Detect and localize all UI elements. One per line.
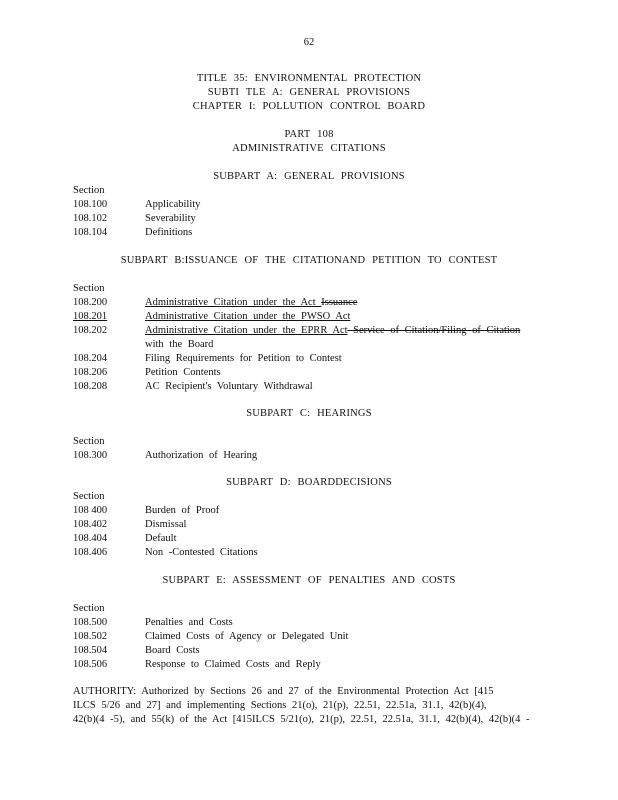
section-title: Non -Contested Citations: [145, 547, 258, 558]
section-title: Response to Claimed Costs and Reply: [145, 659, 321, 670]
section-title: Dismissal: [145, 519, 187, 530]
section-label: Section: [73, 283, 105, 294]
subpart-e-heading: SUBPART E: ASSESSMENT OF PENALTIES AND COSTS: [162, 575, 456, 586]
authority-line: 42(b)(4 -5), and 55(k) of the Act [415ILCS 5/21(o), 21(p), 22.51, 22.51a, 31.1, 42(b)(4), 42(b)(4 -: [73, 714, 530, 725]
section-title: Petition Contents: [145, 367, 221, 378]
section-label: Section: [73, 436, 105, 447]
section-title: Default: [145, 533, 177, 544]
section-title-continuation: with the Board: [145, 339, 214, 350]
section-label: Section: [73, 603, 105, 614]
section-number: 108.202: [73, 325, 108, 336]
section-number: 108.402: [73, 519, 108, 530]
part-number: PART 108: [284, 129, 334, 140]
section-number: 108.102: [73, 213, 108, 224]
section-title: AC Recipient's Voluntary Withdrawal: [145, 381, 313, 392]
section-number: 108.404: [73, 533, 108, 544]
section-number: 108.406: [73, 547, 108, 558]
section-number: 108.506: [73, 659, 108, 670]
subpart-a-heading: SUBPART A: GENERAL PROVISIONS: [213, 171, 405, 182]
section-number: 108.206: [73, 367, 108, 378]
section-number: 108.500: [73, 617, 108, 628]
section-number: 108 400: [73, 505, 108, 516]
deleted-text: Issuance: [321, 297, 358, 308]
subpart-d-heading: SUBPART D: BOARDDECISIONS: [226, 477, 392, 488]
section-title: [145, 324, 520, 338]
section-title: Administrative Citation under the PWSO Act: [145, 311, 351, 322]
section-title: Applicability: [145, 199, 201, 210]
section-title: [145, 296, 357, 310]
section-number: 108.104: [73, 227, 108, 238]
subpart-c-heading: SUBPART C: HEARINGS: [246, 408, 372, 419]
chapter-heading: CHAPTER I: POLLUTION CONTROL BOARD: [192, 101, 426, 112]
section-title: Burden of Proof: [145, 505, 220, 516]
section-number: 108.204: [73, 353, 108, 364]
subpart-b-heading: SUBPART B:ISSUANCE OF THE CITATIONAND PETITION TO CONTEST: [120, 255, 498, 266]
section-title: Authorization of Hearing: [145, 450, 258, 461]
part-name: ADMINISTRATIVE CITATIONS: [232, 143, 386, 154]
section-title: Board Costs: [145, 645, 200, 656]
deleted-text: Service of Citation/Filing of Citation: [347, 325, 521, 336]
authority-line: ILCS 5/26 and 27] and implementing Sections 21(o), 21(p), 22.51, 22.51a, 31.1, 42(b)(4),: [73, 700, 487, 711]
authority-line: AUTHORITY: Authorized by Sections 26 and 27 of the Environmental Protection Act [415: [73, 686, 494, 697]
section-number: 108.504: [73, 645, 108, 656]
page-number: 62: [303, 37, 315, 48]
title-heading: TITLE 35: ENVIRONMENTAL PROTECTION: [196, 73, 422, 84]
section-number: 108.208: [73, 381, 108, 392]
section-label: Section: [73, 491, 105, 502]
section-title: Severability: [145, 213, 196, 224]
section-number: 108.300: [73, 450, 108, 461]
inserted-text: Administrative Citation under the EPRR Act: [145, 325, 348, 336]
subtitle-heading: SUBTI TLE A: GENERAL PROVISIONS: [207, 87, 411, 98]
section-title: Definitions: [145, 227, 193, 238]
section-title: Filing Requirements for Petition to Contest: [145, 353, 342, 364]
section-number: 108.201: [73, 311, 108, 322]
section-title: Penalties and Costs: [145, 617, 233, 628]
section-number: 108.100: [73, 199, 108, 210]
section-number: 108.200: [73, 297, 108, 308]
section-title: Claimed Costs of Agency or Delegated Unit: [145, 631, 349, 642]
section-number: 108.502: [73, 631, 108, 642]
section-label: Section: [73, 185, 105, 196]
inserted-text: Administrative Citation under the Act: [145, 297, 322, 308]
